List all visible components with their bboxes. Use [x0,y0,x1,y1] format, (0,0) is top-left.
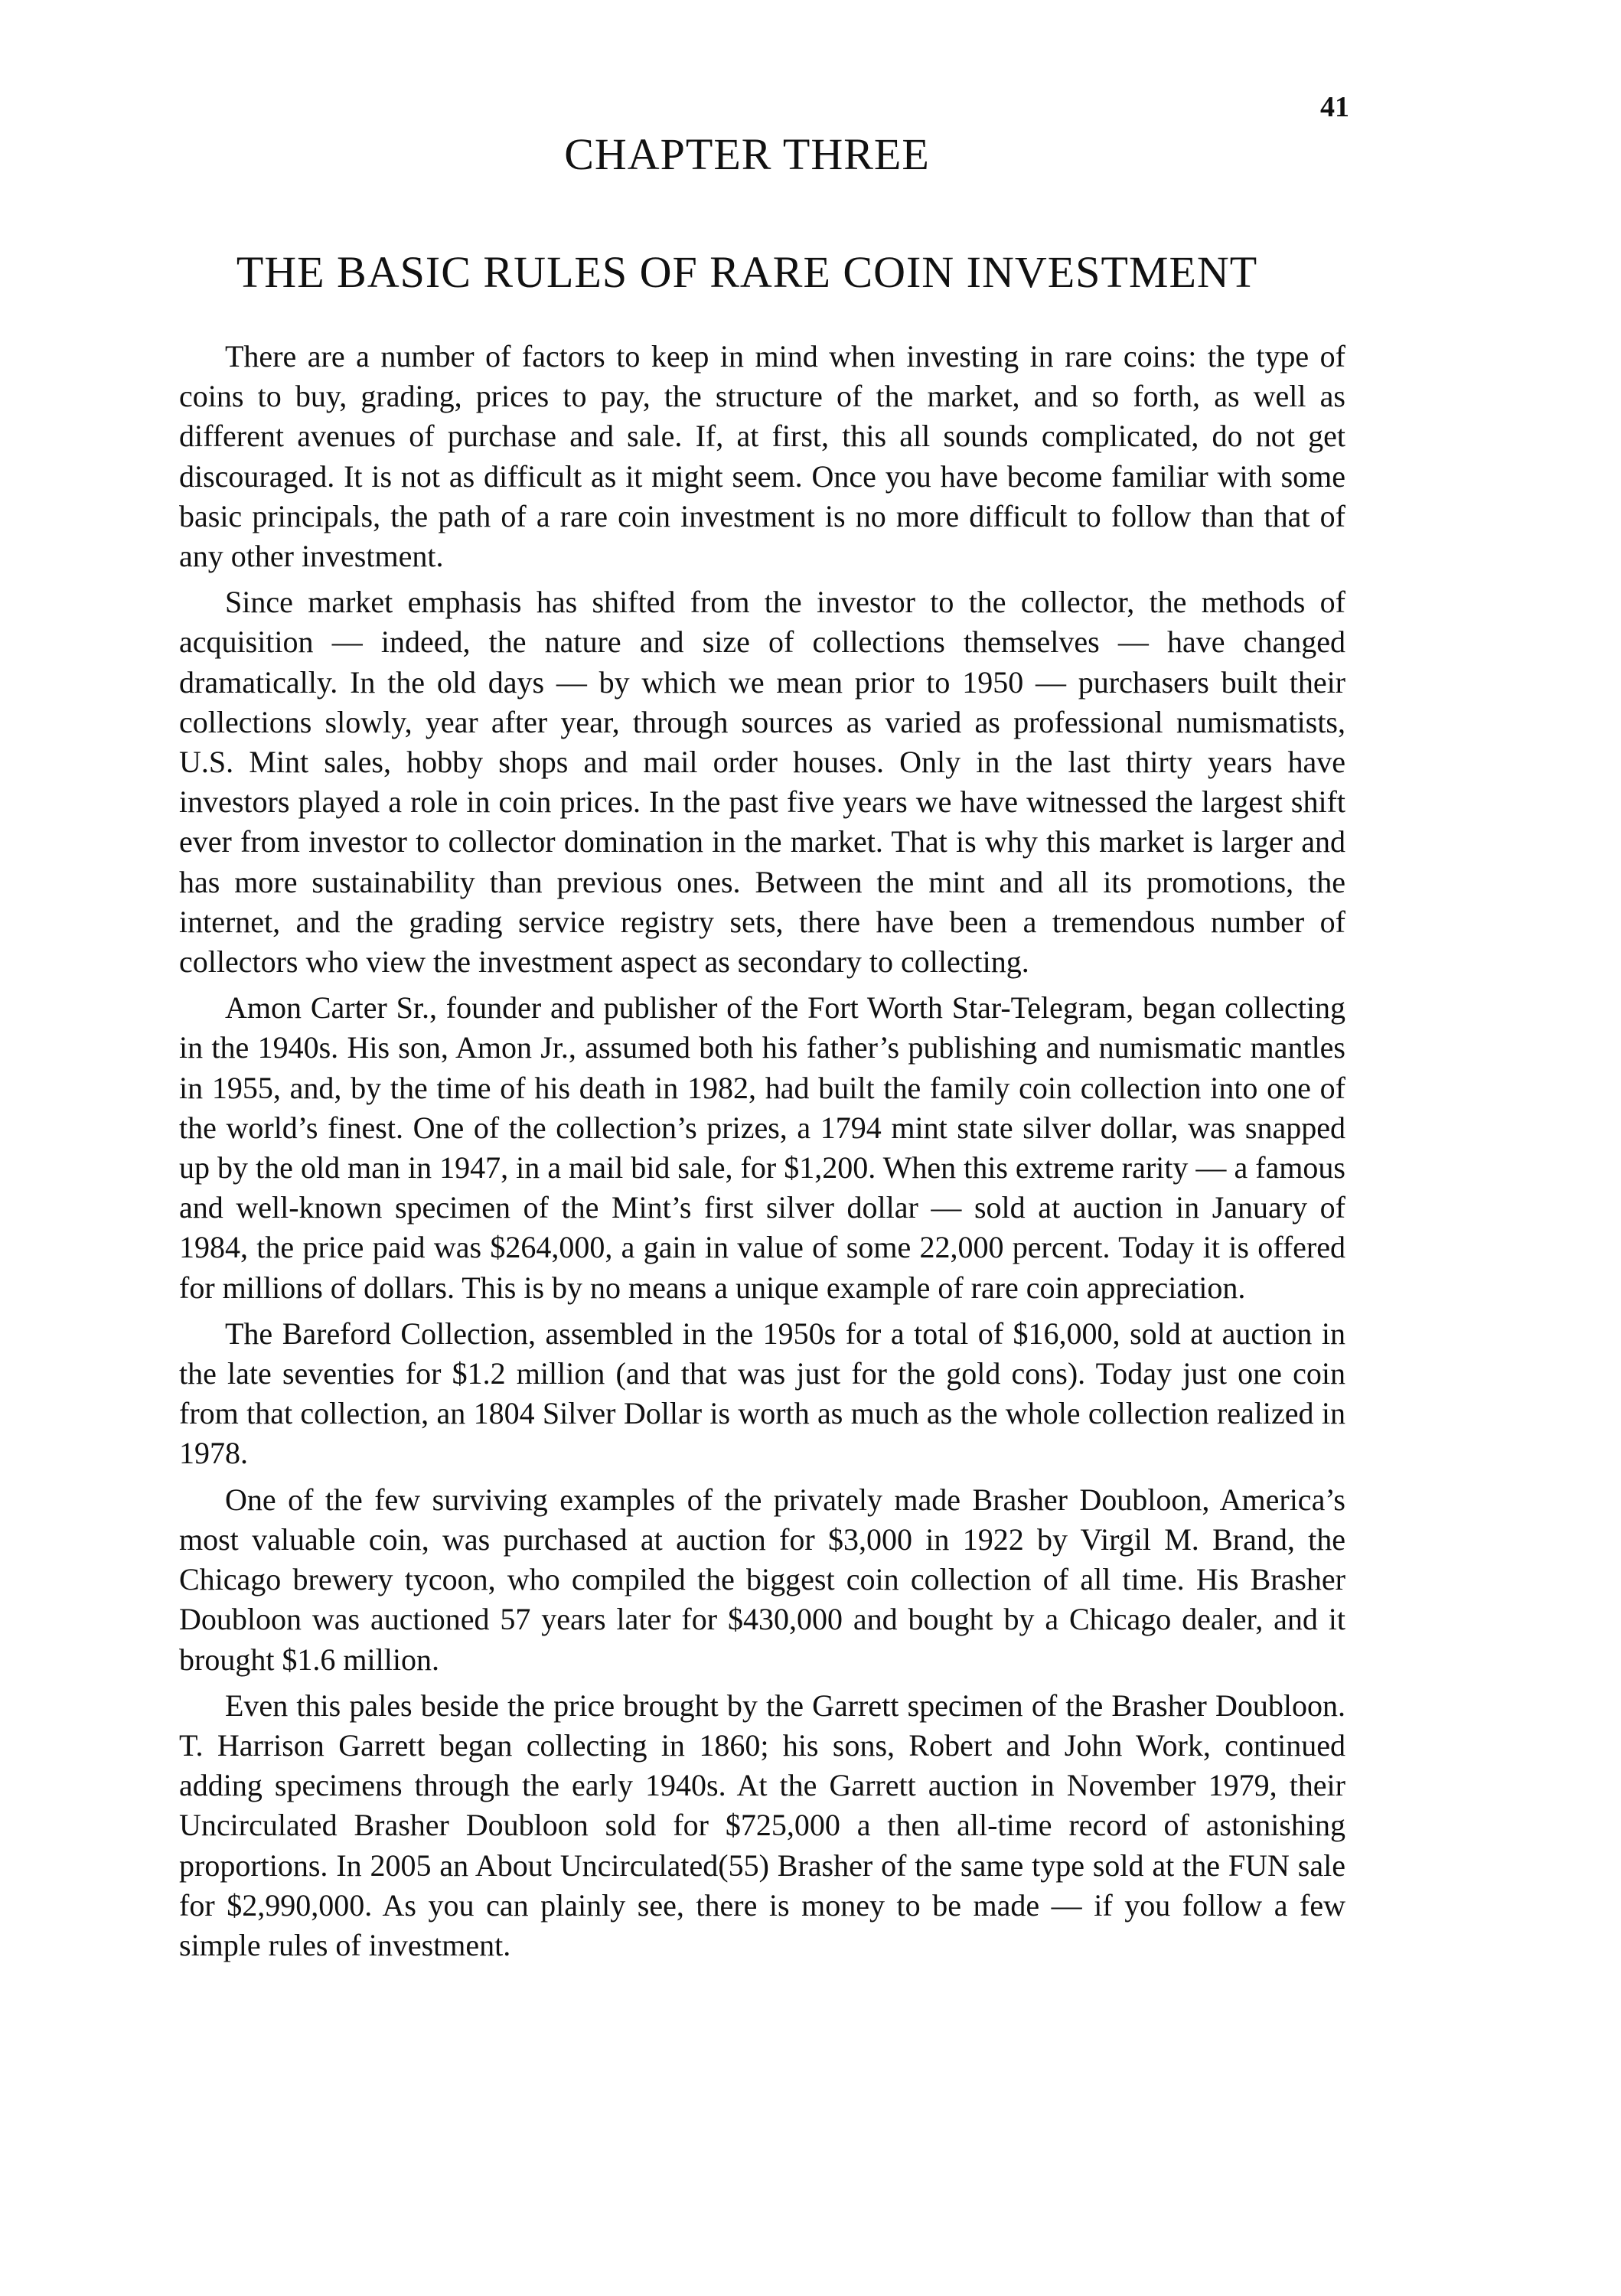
paragraph-amon-carter: Amon Carter Sr., founder and publisher of the Fort Worth Star-Telegram, began collecting in the 1940s. His son, Amon Jr., assumed both his father’s publishing and numismatic mantles in 1955, and, by the time of his death in 1982, had built the family coin collection into one of the world’s finest. One of the collection’s prizes, a 1794 mint state silver dollar, was snapped up by the old man in 1947, in a mail bid sale, for $1,200. When this extreme rarity — a famous and well-known specimen of the Mint’s first silver dollar — sold at auction in January of 1984, the price paid was $264,000, a gain in value of some 22,000 percent. Today it is offered for millions of dollars. This is by no means a unique example of rare coin appreciation. [179,990,1345,1305]
body-text [179,337,1345,1971]
paragraph-intro: There are a number of factors to keep in mind when investing in rare coins: the type of coins to buy, grading, prices to pay, the structure of the market, and so forth, as well as different avenues of purchase and sale. If, at first, this all sounds complicated, do not get discouraged. It is not as difficult as it might seem. Once you have become familiar with some basic principals, the path of a rare coin investment is no more difficult to follow than that of any other investment. [179,339,1345,574]
chapter-label: CHAPTER THREE [564,129,930,179]
paragraph-brasher-doubloon-garrett: Even this pales beside the price brought by the Garrett specimen of the Brasher Doubloon. T. Harrison Garrett began collecting in 1860; his sons, Robert and John Work, continued adding specimens through the early 1940s. At the Garrett auction in November 1979, their Uncirculated Brasher Doubloon sold for $725,000 a then all-time record of astonishing proportions. In 2005 an About Uncirculated(55) Brasher of the same type sold at the FUN sale for $2,990,000. As you can plainly see, there is money to be made — if you follow a few simple rules of investment. [179,1688,1345,1962]
paragraph-bareford-collection: The Bareford Collection, assembled in the 1950s for a total of $16,000, sold at auction in the late seventies for $1.2 million (and that was just for the gold cons). Today just one coin from that collection, an 1804 Silver Dollar is worth as much as the whole collection realized in 1978. [179,1316,1345,1471]
page-number: 41 [1320,91,1349,123]
paragraph-brasher-doubloon-brand: One of the few surviving examples of the privately made Brasher Doubloon, America’s most valuable coin, was purchased at auction for $3,000 in 1922 by Virgil M. Brand, the Chicago brewery tycoon, who compiled the biggest coin collection of all time. His Brasher Doubloon was auctioned 57 years later for $430,000 and bought by a Chicago dealer, and it brought $1.6 million. [179,1482,1345,1677]
chapter-title: THE BASIC RULES OF RARE COIN INVESTMENT [236,247,1258,297]
paragraph-market-shift: Since market emphasis has shifted from the investor to the collector, the methods of acquisition — indeed, the nature and size of collections themselves — have changed dramatically. In the old days — by which we mean prior to 1950 — purchasers built their collections slowly, year after year, through sources as varied as professional numismatists, U.S. Mint sales, hobby shops and mail order houses. Only in the last thirty years have investors played a role in coin prices. In the past five years we have witnessed the largest shift ever from investor to collector domination in the market. That is why this market is larger and has more sustainability than previous ones. Between the mint and all its promotions, the internet, and the grading service registry sets, there have been a tremendous number of collectors who view the investment aspect as secondary to collecting. [179,585,1345,980]
